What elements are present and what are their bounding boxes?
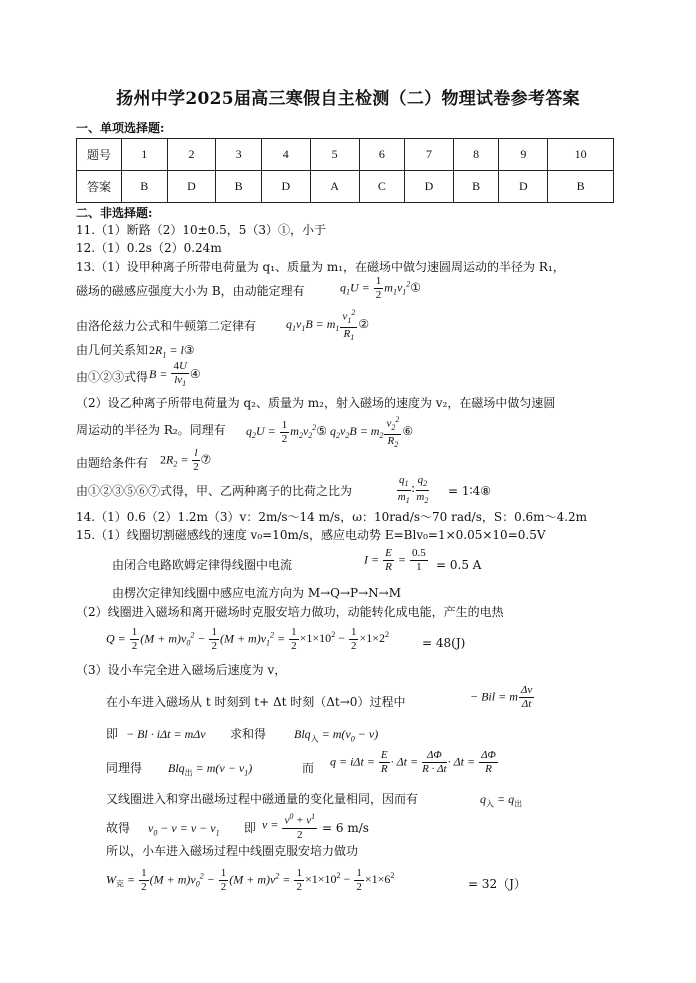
question-number-cell: 8	[453, 139, 499, 171]
answer-cell: B	[216, 171, 262, 203]
section-multiple-choice-heading: 一、单项选择题:	[76, 121, 165, 135]
q13-line-2: 磁场的磁感应强度大小为 B，由动能定理有	[76, 284, 305, 298]
answer-cell: D	[261, 171, 310, 203]
q15-current-result: = 0.5 A	[436, 558, 482, 572]
q15-velocity-result: = 6 m/s	[322, 821, 369, 835]
q15-impulse-equation: − Bl · iΔt = mΔv	[126, 727, 206, 741]
answer-cell: B	[453, 171, 499, 203]
q13-ratio-result: = 1∶4⑧	[448, 484, 492, 498]
q15-line-9a: 同理得	[106, 761, 143, 775]
q15-work-result: = 32（J）	[468, 877, 526, 891]
q15-line-4: （2）线圈进入磁场和离开磁场时克服安培力做功，动能转化成电能，产生的电热	[76, 605, 504, 619]
q15-heat-result: = 48(J)	[422, 636, 466, 650]
q15-line-2: 由闭合电路欧姆定律得线圈中电流	[112, 558, 293, 572]
question-number-cell: 7	[405, 139, 454, 171]
answer-cell: D	[167, 171, 216, 203]
q15-force-equation: − Bil = m $\frac{\Delta v}{\Delta t}$	[470, 684, 533, 710]
question-number-cell: 2	[167, 139, 216, 171]
q15-line-10: 又线圈进入和穿出磁场过程中磁通量的变化量相同，因而有	[106, 792, 419, 806]
q13-line-1: 13.（1）设甲种离子所带电荷量为 q₁、质量为 m₁，在磁场中做匀速圆周运动的半径为 R₁，	[76, 260, 565, 274]
answer-cell: B	[548, 171, 614, 203]
q13-line-6: （2）设乙种离子所带电荷量为 q₂、质量为 m₂，射入磁场的速度为 v₂，在磁场中做匀速圆	[76, 396, 556, 410]
question-number-cell: 5	[310, 139, 359, 171]
q15-work-formula: $W_克$ = $\frac{1}{2}$ $(M + m)v_0^2$ − $\frac{1}{2}$ $(M + m)v^2$ = $\frac{1}{2}$ $\times 1\times 10^2$ − $\frac{1}{2}$ $\times 1\times 6^2$	[106, 867, 395, 893]
question-number-cell: 6	[359, 139, 405, 171]
q15-velocity-formula: v = $\frac{v^0 + v^1}{2}$	[262, 812, 316, 841]
q15-line-12: 所以，小车进入磁场过程中线圈克服安培力做功	[106, 844, 359, 858]
q15-heat-formula: Q = $\frac{1}{2}$ $(M + m)v_0^2$ − $\frac{1}{2}$ $(M + m)v_1^2$ = $\frac{1}{2}$ $\times 1\times 10^2$ − $\frac{1}{2}$ $\times 1\times 2^2$	[106, 626, 390, 652]
question-number-cell: 1	[122, 139, 168, 171]
answer-cell: D	[405, 171, 454, 203]
q15-sum-equation-out: $Blq_出 = m(v - v_1)$	[168, 761, 253, 778]
q15-sum-equation-in: $Blq_入 = m(v_0 - v)$	[294, 727, 379, 744]
question-number-cell: 9	[499, 139, 548, 171]
q13-equation-2: $q_1v_1B = m_1$ $\frac{v_1^2}{R_1}$ ②	[286, 308, 370, 343]
question-number-cell: 4	[261, 139, 310, 171]
answer-cell: C	[359, 171, 405, 203]
q15-line-6: （3）设小车完全进入磁场后速度为 v，	[76, 663, 287, 677]
q13-equation-1: $q_1U$ = $\frac{1}{2}$ $m_1v_1^2①$	[340, 275, 422, 301]
q15-line-9b: 而	[302, 761, 315, 775]
q11-answer: 11.（1）断路（2）10±0.5，5（3）①，小于	[76, 223, 327, 237]
q15-velocity-relation: $v_0 - v = v - v_1$	[148, 821, 220, 838]
q13-line-7: 周运动的半径为 R₂。同理有	[76, 423, 226, 437]
q15-line-11b: 即	[244, 821, 257, 835]
answer-cell: A	[310, 171, 359, 203]
answer-cell: B	[122, 171, 168, 203]
question-number-cell: 3	[216, 139, 262, 171]
table-row	[77, 139, 614, 171]
q15-line-8b: 求和得	[230, 727, 267, 741]
question-number-cell: 10	[548, 139, 614, 171]
q13-equation-3: $2R_1$ = l③	[149, 343, 195, 360]
answer-cell: D	[499, 171, 548, 203]
q15-line-3: 由楞次定律知线圈中感应电流方向为 M→Q→P→N→M	[112, 586, 402, 600]
q13-equation-4: B = $\frac{4U}{lv_1}$ ④	[149, 360, 201, 389]
q15-line-1: 15.（1）线圈切割磁感线的速度 v₀=10m/s，感应电动势 E=Blv₀=1×0.05×10=0.5V	[76, 528, 546, 542]
table-header-cell: 题号	[77, 139, 122, 171]
answer-table	[76, 138, 614, 203]
q15-current-formula: I = $\frac{E}{R}$ = $\frac{0.5}{1}$	[364, 547, 426, 573]
q15-charge-equality: $q_入 = q_出$	[480, 792, 523, 809]
q13-equation-5: $q_2U$ = $\frac{1}{2}$ $m_2v_2^2⑤$ $q_2v_2B = m_2$ $\frac{v_2^2}{R_2}$ ⑥	[246, 415, 414, 450]
q15-charge-equation: q = iΔt = $\frac{E}{R}$ · Δt = $\frac{\Delta\Phi}{R \cdot \Delta t}$ · Δt = $\frac{\Delta\Phi}{R}$	[330, 749, 496, 775]
q14-answer: 14.（1）0.6（2）1.2m（3）v：2m/s～14 m/s，ω：10rad/s～70 rad/s，S：0.6m～4.2m	[76, 510, 588, 524]
q13-line-8: 由题给条件有	[76, 456, 149, 470]
q15-line-8a: 即	[106, 727, 119, 741]
q15-line-11a: 故得	[106, 821, 131, 835]
table-header-cell: 答案	[77, 171, 122, 203]
q15-line-7: 在小车进入磁场从 t 时刻到 t+ Δt 时刻（Δt→0）过程中	[106, 695, 406, 709]
q12-answer: 12.（1）0.2s（2）0.24m	[76, 241, 222, 255]
q13-equation-8: $\frac{q_1}{m_1}$ ∶ $\frac{q_2}{m_2}$	[397, 474, 429, 506]
q13-line-5: 由①②③式得	[76, 370, 149, 384]
table-row	[77, 171, 614, 203]
q13-line-9: 由①②③⑤⑥⑦式得，甲、乙两种离子的比荷之比为	[76, 484, 353, 498]
q13-line-3: 由洛伦兹力公式和牛顿第二定律有	[76, 319, 257, 333]
q13-equation-7: $2R_2$ = $\frac{l}{2}$ ⑦	[160, 447, 212, 473]
section-free-response-heading: 二、非选择题:	[76, 206, 153, 220]
q13-line-4: 由几何关系知	[76, 343, 149, 357]
page-title: 扬州中学2025届高三寒假自主检测（二）物理试卷参考答案	[116, 89, 580, 109]
